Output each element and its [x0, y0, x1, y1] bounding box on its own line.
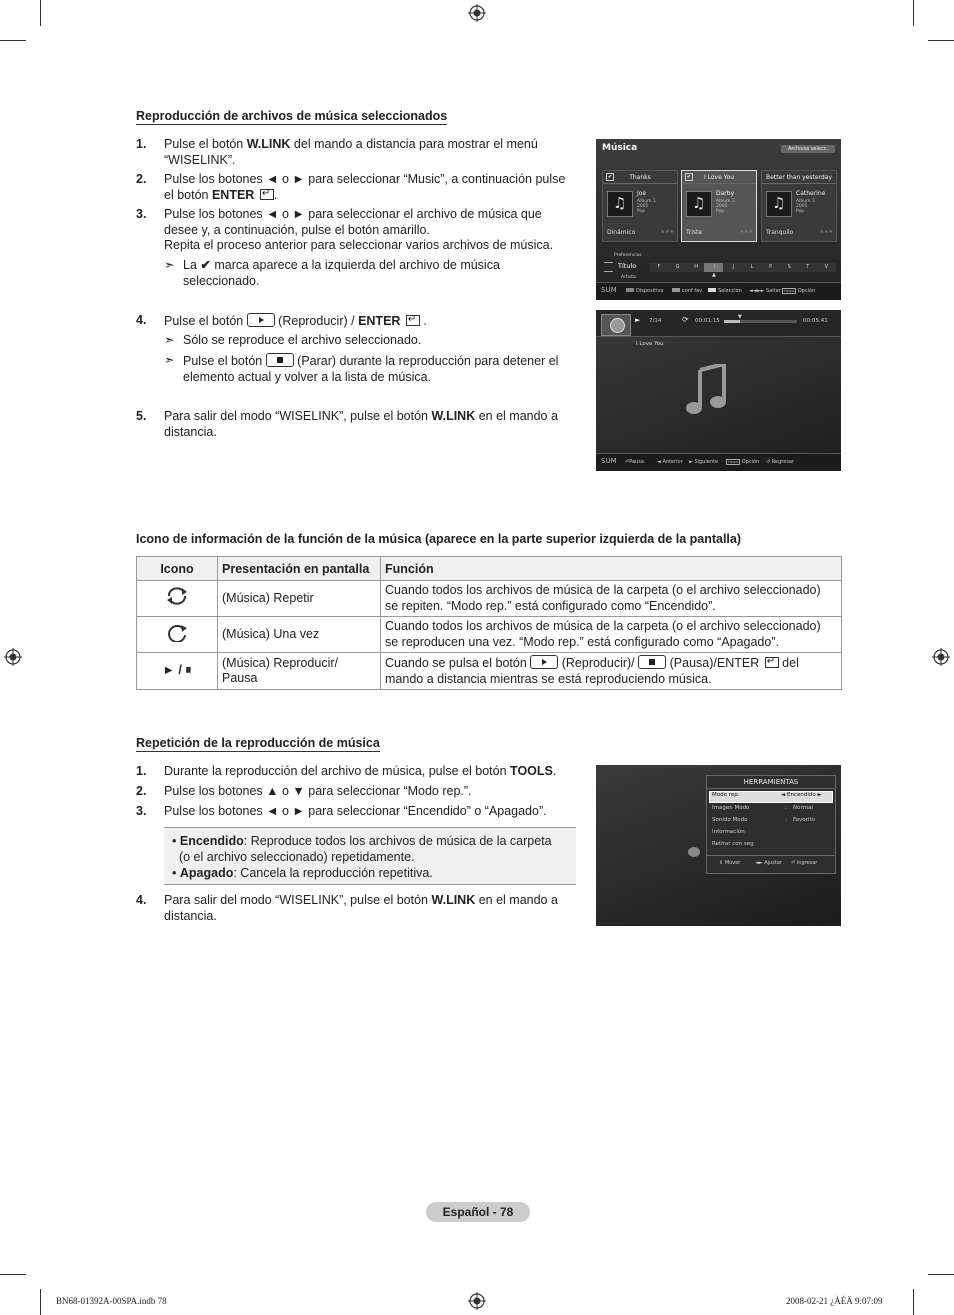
registration-mark-icon: [932, 648, 950, 666]
music-card[interactable]: ✔ Thanks ♫ Joe Album 1 2005 Pop Dinámico ★★★: [602, 170, 678, 242]
up-down-icon: ⇕: [719, 860, 724, 866]
play-button-icon: [247, 313, 275, 327]
check-icon: ✔: [200, 258, 211, 272]
step-text: Para salir del modo “WISELINK”, pulse el botón W.LINK en el mando a distancia.: [164, 409, 558, 439]
note-arrow-icon: ➣: [164, 333, 175, 347]
crop-mark: [928, 1274, 954, 1275]
step-number: 3.: [136, 207, 147, 221]
step-text: Pulse el botón (Reproducir) / ENTER ↵ .: [164, 313, 427, 330]
letter-index[interactable]: J: [732, 264, 735, 270]
sort-artist[interactable]: Artista: [621, 275, 636, 280]
music-note-icon: [766, 191, 792, 217]
pause-button-icon: [638, 655, 666, 669]
step-4: 4. Para salir del modo “WISELINK”, pulse el botón W.LINK en el mando a distancia.: [136, 893, 558, 923]
column-header: Presentación en pantalla: [218, 557, 381, 581]
repeat-icon: ⟳: [682, 315, 689, 324]
previous-icon: ◄: [657, 459, 661, 465]
enter-icon: [406, 315, 420, 326]
step-2: 2. Pulse los botones ▲ o ▼ para seleccionar “Modo rep.”.: [136, 784, 472, 798]
enter-icon: [260, 189, 274, 200]
step-number: 4.: [136, 893, 147, 907]
left-right-icon: ◄►: [755, 860, 763, 866]
sort-preference: Preferencias: [614, 253, 642, 258]
step-text: Pulse los botones ◄ o ► para seleccionar “Music”, a continuación pulse el botón ENTER ↵ .: [164, 172, 565, 203]
column-header: Función: [381, 557, 842, 581]
tools-menu-screenshot: [596, 765, 841, 926]
print-date: 2008-02-21 ¿ÀÈÄ 9:07:09: [786, 1296, 883, 1306]
menu-item[interactable]: Imagen Modo: [712, 805, 750, 811]
note: ➣ Pulse el botón (Parar) durante la reproducción para detener el elemento actual y volver a la lista de música.: [164, 353, 559, 384]
menu-item[interactable]: Sonido Modo: [712, 817, 748, 823]
crop-mark: [928, 40, 954, 41]
tools-menu: HERRAMIENTAS Modo rep. ◄ Encendido ► Imagen Modo : Normal Sonido Modo : Favorito Información Retirar con seg ⇕ Mover ◄► Ajustar ⏎ Ingresar: [706, 775, 836, 874]
registration-mark-icon: [4, 648, 22, 666]
registration-mark-icon: [468, 4, 486, 22]
screen-title: Música: [602, 143, 638, 153]
column-header: Icono: [137, 557, 218, 581]
step-2: [136, 172, 586, 204]
note-arrow-icon: ➣: [164, 258, 175, 272]
note: ➣ Sólo se reproduce el archivo seleccionado.: [164, 333, 422, 347]
enter-icon: [765, 657, 779, 668]
letter-index[interactable]: H: [694, 264, 699, 270]
music-icon-table: [136, 556, 842, 690]
music-note-icon: [686, 191, 712, 217]
registration-mark-icon: [468, 1292, 486, 1310]
progress-fill: [724, 320, 740, 323]
decorative-note-icon: [688, 847, 700, 857]
table-row: ► / ⏸ (Música) Reproducir/ Pausa Cuando se pulsa el botón (Reproducir)/ (Pausa)/ENTER ↵ del mando a distancia mientras se está reproduciendo música.: [137, 653, 842, 690]
crop-mark: [40, 1289, 41, 1315]
menu-title: HERRAMIENTAS: [707, 776, 835, 789]
step-1: [136, 137, 586, 169]
letter-index[interactable]: V: [824, 264, 829, 270]
next-icon: ►: [689, 459, 693, 465]
check-icon: ✔: [607, 174, 613, 180]
enter-icon: ⏎: [791, 860, 796, 866]
letter-pointer-icon: ▲: [712, 272, 716, 278]
letter-index[interactable]: F: [657, 264, 661, 270]
menu-item[interactable]: Retirar con seg: [712, 841, 754, 847]
stop-button-icon: [266, 353, 294, 367]
music-list-screenshot: Música Archivos selecc. ✔ Thanks ♫ Joe Album 1 2005 Pop Dinámico ★★★ ✔ I Love You ♫ Darby Album 2 2005 Pop Triste ★★★ Better than yesterday ♫ Catherine Album 3 2005 Pop Tranquilo ★★★ Preferencias Título Artista F G H I J L P S T V ▲ SUM Dispositivo conf fav Selección ◄◄►► Saltar TOOLS Opción: [596, 139, 841, 300]
music-note-icon: [684, 364, 734, 416]
return-icon: ↺: [766, 459, 771, 465]
song-title: I Love You: [636, 341, 664, 347]
step-number: 1.: [136, 137, 147, 151]
letter-index[interactable]: P: [769, 264, 773, 270]
music-playback-screenshot: ► 7/14 ⟳ 00:01:15 ▼ 00:05:41 I Love You SUM ⏎Pausa ◄ Anterior ► Siguiente TOOLS Opción ↺ Regresar: [596, 310, 841, 471]
info-box: • Encendido: Reproduce todos los archivos de música de la carpeta (o el archivo seleccionado) repetidamente. • Apagado: Cancela la reproducción repetitiva.: [164, 827, 576, 885]
step-3: [136, 207, 586, 255]
step-3: 3. Pulse los botones ◄ o ► para seleccionar “Encendido” o “Apagado”.: [136, 804, 547, 818]
red-button-icon: [626, 288, 634, 292]
letter-index[interactable]: S: [787, 264, 791, 270]
progress-track[interactable]: [724, 320, 797, 323]
step-text: Pulse el botón W.LINK del mando a distancia para mostrar el menú “WISELINK”.: [164, 137, 538, 167]
note: ➣ La ✔ marca aparece a la izquierda del archivo de música seleccionado.: [164, 258, 500, 288]
check-icon: ✔: [686, 174, 692, 180]
letter-index[interactable]: L: [750, 264, 754, 270]
page-number: Español - 78: [426, 1202, 530, 1222]
yellow-button-icon: [708, 288, 716, 292]
rating-stars: ★★★: [819, 229, 833, 235]
menu-item[interactable]: Información: [712, 829, 745, 835]
music-card-selected[interactable]: ✔ I Love You ♫ Darby Album 2 2005 Pop Triste ★★★: [681, 170, 757, 242]
step-4: [136, 313, 586, 329]
music-card[interactable]: Better than yesterday ♫ Catherine Album 3 2005 Pop Tranquilo ★★★: [761, 170, 837, 242]
progress-pointer-icon: ▼: [738, 314, 742, 320]
music-note-icon: [607, 191, 633, 217]
repeat-all-icon: [165, 586, 189, 606]
rating-stars: ★★★: [660, 229, 674, 235]
note-arrow-icon: ➣: [164, 353, 175, 367]
section-title: Repetición de la reproducción de música: [136, 736, 380, 750]
album-art-thumbnail: [601, 314, 631, 336]
section-title: Icono de información de la función de la música (aparece en la parte superior izquierda de la pantalla): [136, 532, 742, 546]
rating-stars: ★★★: [739, 229, 753, 235]
crop-mark: [0, 1274, 26, 1275]
letter-index[interactable]: T: [806, 264, 810, 270]
track-counter: 7/14: [649, 318, 662, 324]
crop-mark: [913, 0, 914, 26]
step-number: 1.: [136, 764, 147, 778]
file-name: BN68-01392A-00SPA.indb 78: [56, 1296, 167, 1306]
enter-icon: ⏎: [625, 459, 630, 465]
play-button-icon: [530, 655, 558, 669]
step-number: 4.: [136, 313, 147, 327]
total-time: 00:05:41: [803, 318, 828, 324]
green-button-icon: [672, 288, 680, 292]
step-number: 2.: [136, 172, 147, 186]
play-status-icon: ►: [635, 316, 641, 324]
table-row: (Música) Una vez Cuando todos los archivos de música de la carpeta (o el archivo seleccionado) se reproducen una vez. “Modo rep.” está configurado como “Apagado”.: [137, 617, 842, 653]
crop-mark: [40, 0, 41, 26]
step-number: 3.: [136, 804, 147, 818]
table-row: (Música) Repetir Cuando todos los archivos de música de la carpeta (o el archivo seleccionado) se repiten. “Modo rep.” está configurado como “Encendido”.: [137, 581, 842, 617]
repeat-once-icon: [165, 622, 189, 642]
step-5: [136, 409, 586, 441]
sort-title[interactable]: Título: [618, 262, 637, 270]
tools-icon: TOOLS: [728, 460, 739, 464]
sum-label: SUM: [601, 286, 617, 294]
skip-icon: ◄◄►►: [749, 288, 765, 294]
step-text: Pulse los botones ◄ o ► para seleccionar el archivo de música que desee y, a continuación, pulse el botón amarillo. Repita el proceso anterior para seleccionar varios archivos de música.: [164, 207, 554, 252]
letter-index[interactable]: I: [714, 264, 716, 270]
tools-icon: TOOLS: [784, 289, 795, 293]
crop-mark: [913, 1289, 914, 1315]
elapsed-time: 00:01:15: [695, 318, 720, 324]
step-1: 1. Durante la reproducción del archivo de música, pulse el botón TOOLS.: [136, 764, 557, 778]
play-pause-icon: ► / ⏸: [137, 653, 218, 690]
section-title: Reproducción de archivos de música seleccionados: [136, 109, 448, 123]
letter-index[interactable]: G: [675, 264, 680, 270]
selected-files-badge: Archivos selecc.: [781, 145, 835, 153]
step-number: 5.: [136, 409, 147, 423]
list-icon: [604, 262, 613, 272]
step-number: 2.: [136, 784, 147, 798]
crop-mark: [0, 40, 26, 41]
sum-label: SUM: [601, 457, 617, 465]
